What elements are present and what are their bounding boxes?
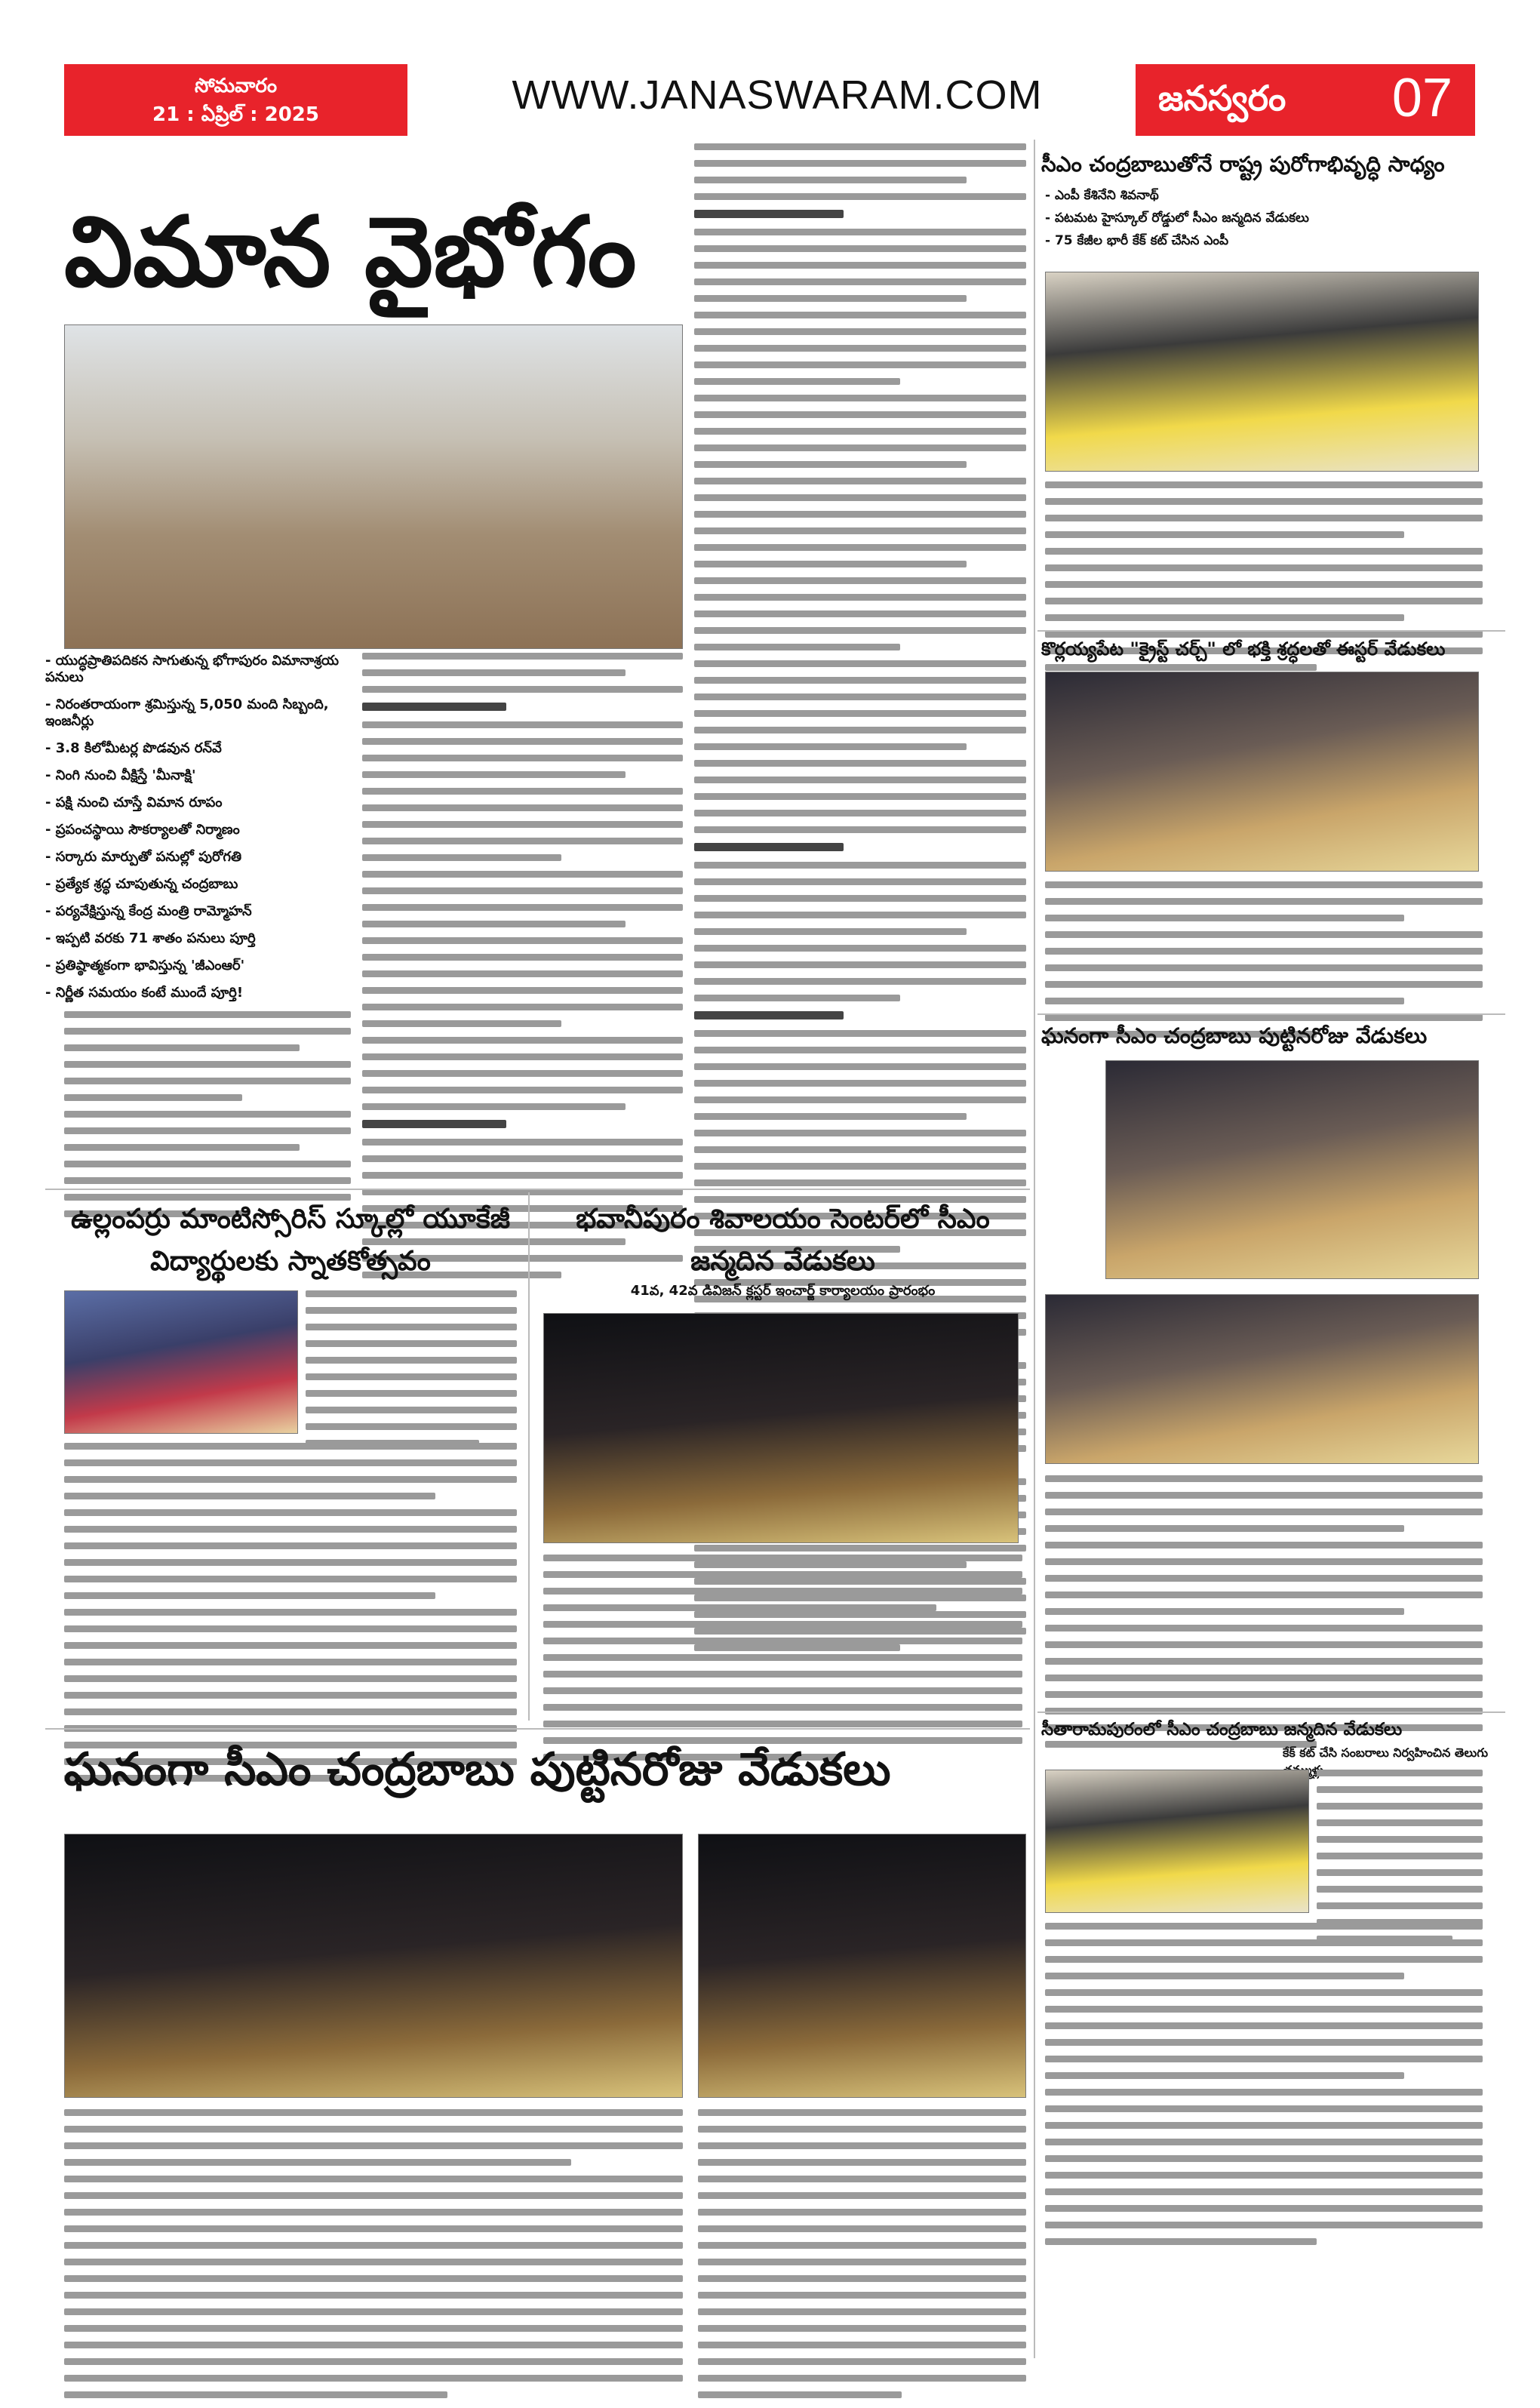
graduation-photo xyxy=(64,1290,298,1434)
lead-bullet: - యుద్ధప్రాతిపదికన సాగుతున్న భోగాపురం విమానాశ్రయ పనులు xyxy=(45,653,339,685)
lead-bullet: - సర్కారు మార్పుతో పనుల్లో పురోగతి xyxy=(45,849,242,865)
lead-headline: విమాన వైభోగం xyxy=(64,196,637,309)
lead-bullets xyxy=(45,653,347,1012)
lead-body-col2 xyxy=(362,653,683,1288)
lead-bullet: - నింగి నుంచి వీక్షిస్తే 'మీనాక్షి' xyxy=(45,767,196,783)
section-divider xyxy=(1037,1013,1505,1015)
right-top-bullets xyxy=(1045,187,1490,255)
right-bottom-headline: సీతారామపురంలో సీఎం చంద్రబాబు జన్మదిన వేడుకలు xyxy=(1041,1720,1403,1739)
lead-bullet: - ప్రతిష్ఠాత్మకంగా భావిస్తున్న 'జీఎంఆర్' xyxy=(45,958,245,973)
brand-box xyxy=(1136,64,1475,136)
mid-right-headline: భవానీపురం శివాలయం సెంటర్‌లో సీఎం జన్మదిన వేడుకలు xyxy=(576,1204,990,1277)
mid-left-headline: ఉల్లంపర్రు మాంటిస్సోరిస్ స్కూల్లో యూకేజీ విద్యార్థులకు స్నాతకోత్సవం xyxy=(70,1204,511,1277)
lead-bullet: - 3.8 కిలోమీటర్ల పొడవున రన్‌వే xyxy=(45,740,222,756)
brand-name: జనస్వరం xyxy=(1158,78,1286,118)
lead-bullet: - ప్రపంచస్థాయి సౌకర్యాలతో నిర్మాణం xyxy=(45,822,240,838)
right-mid2-body xyxy=(1045,1475,1483,1758)
sitarampuram-photo xyxy=(1045,1770,1309,1913)
bottom-body-left xyxy=(64,2109,683,2408)
mid-left-body-side xyxy=(306,1290,517,1456)
lead-bullet: - పర్యవేక్షిస్తున్న కేంద్ర మంత్రి రామ్మోహన్ xyxy=(45,903,252,919)
easter-event-photo xyxy=(1045,672,1479,872)
right-top-bullet: - పటమట హైస్కూల్ రోడ్డులో సీఎం జన్మదిన వేడుకలు xyxy=(1045,211,1309,226)
lead-bullet: - నిర్ణీత సమయం కంటే ముందే పూర్తి! xyxy=(45,985,244,1001)
section-divider xyxy=(1037,1711,1505,1713)
birthday-celebration-photo-2 xyxy=(1045,1294,1479,1464)
lead-bullet: - ఇప్పటి వరకు 71 శాతం పనులు పూర్తి xyxy=(45,930,256,946)
page-number: 07 xyxy=(1391,68,1452,128)
mid-right-subhead: 41వ, 42వ డివిజన్ క్లస్టర్ ఇంచార్జ్ కార్యాలయం ప్రారంభం xyxy=(630,1283,936,1299)
bhavanipuram-photo xyxy=(543,1313,1019,1543)
header-date: 21 : ఏప్రిల్ : 2025 xyxy=(152,103,319,126)
column-divider xyxy=(1034,140,1035,2358)
right-top-bullet: - ఎంపీ కేశినేని శివనాథ్ xyxy=(1045,188,1159,203)
birthday-night-photo-2 xyxy=(698,1834,1026,2098)
birthday-night-photo-1 xyxy=(64,1834,683,2098)
lead-bullet: - ప్రత్యేక శ్రద్ధ చూపుతున్న చంద్రబాబు xyxy=(45,876,238,892)
right-top-headline: సీఎం చంద్రబాబుతోనే రాష్ట్ర పురోగాభివృద్ధి సాధ్యం xyxy=(1041,152,1445,177)
lead-body-col1 xyxy=(64,1011,351,1227)
right-top-bullet: - 75 కేజీల భారీ కేక్ కట్ చేసిన ఎంపీ xyxy=(1045,233,1229,248)
lead-bullet: - నిరంతరాయంగా శ్రమిస్తున్న 5,050 మంది సిబ్బంది, ఇంజనీర్లు xyxy=(45,697,329,729)
birthday-celebration-photo-1 xyxy=(1105,1060,1479,1279)
section-divider xyxy=(45,1189,1030,1190)
lead-bullet: - పక్షి నుంచి చూస్తే విమాన రూపం xyxy=(45,795,223,810)
airport-construction-photo xyxy=(64,324,683,649)
date-box xyxy=(64,64,407,136)
header-day: సోమవారం xyxy=(194,74,278,97)
right-bottom-body xyxy=(1045,1923,1483,2255)
website-url[interactable]: WWW.JANASWARAM.COM xyxy=(512,72,1043,118)
column-divider xyxy=(528,1192,530,1721)
right-bottom-subhead: కేక్ కట్ చేసి సంబరాలు నిర్వహించిన తెలుగు xyxy=(1283,1745,1489,1760)
bottom-body-right xyxy=(698,2109,1026,2408)
section-divider xyxy=(1037,630,1505,632)
right-mid2-headline: ఘనంగా సీఎం చంద్రబాబు పుట్టినరోజు వేడుకలు xyxy=(1041,1023,1428,1048)
bottom-headline: ఘనంగా సీఎం చంద్రబాబు పుట్టినరోజు వేడుకలు xyxy=(64,1743,891,1796)
cake-cutting-photo xyxy=(1045,272,1479,472)
right-mid-headline: కొర్లయ్యపేట "క్రైస్ట్ చర్చ్" లో భక్తి శ్రద్ధలతో ఈస్టర్ వేడుకలు xyxy=(1041,638,1446,660)
section-divider xyxy=(45,1728,1030,1730)
